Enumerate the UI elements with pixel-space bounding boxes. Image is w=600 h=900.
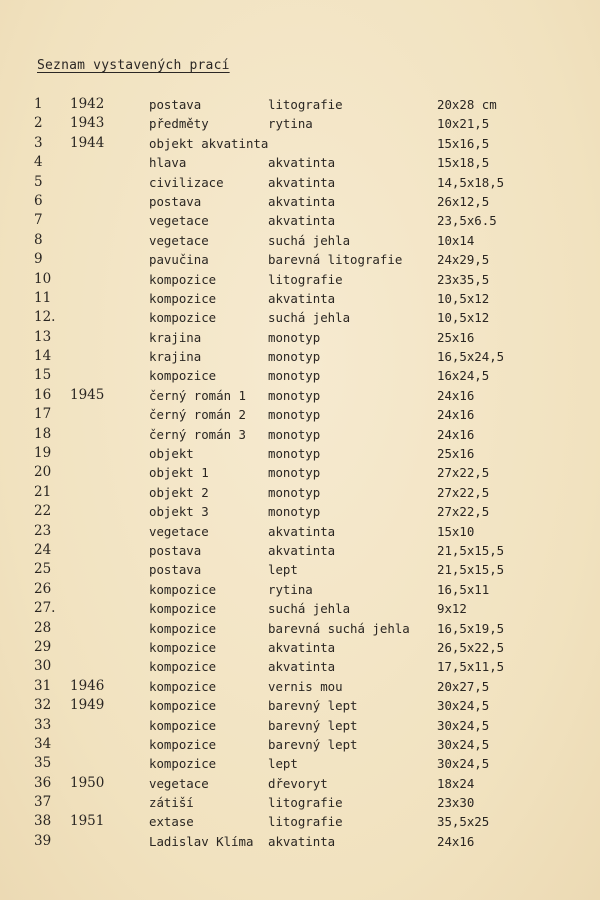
item-size: 24x16 [437,387,475,403]
item-year: 1951 [70,813,105,830]
item-technique: akvatinta [268,213,336,229]
item-size: 30x24,5 [437,717,490,733]
item-technique: litografie [268,795,343,811]
item-technique: akvatinta [268,155,336,171]
list-item [0,774,600,793]
works-list [0,95,600,851]
item-size: 20x28 cm [437,97,497,112]
item-technique: akvatinta [268,659,336,675]
item-year: 1944 [70,134,105,151]
item-number: 30 [34,658,52,675]
item-technique: akvatinta [268,639,336,655]
item-title: pavučina [149,252,209,268]
item-number: 35 [34,755,52,772]
item-technique: lept [268,562,298,578]
item-number: 8 [34,231,43,248]
item-size: 10x21,5 [437,116,490,132]
item-number: 3 [34,134,43,151]
item-title: kompozice [149,659,217,675]
item-year: 1950 [70,774,105,791]
item-number: 32 [34,697,52,714]
item-title: kompozice [149,601,217,617]
item-technique: rytina [268,581,313,597]
item-size: 16,5x24,5 [437,349,505,365]
item-size: 24x16 [437,833,475,849]
item-size: 10,5x12 [437,290,490,306]
item-number: 33 [34,716,52,733]
list-item [0,580,600,599]
item-technique: litografie [268,271,343,287]
item-title: objekt 1 [149,465,209,481]
item-number: 16 [34,386,52,403]
item-year: 1943 [70,115,105,132]
item-number: 24 [34,541,52,558]
item-technique: monotyp [268,329,321,345]
item-title: krajina [149,349,202,365]
item-number: 4 [34,154,43,171]
item-size: 16,5x19,5 [437,620,505,636]
item-title: kompozice [149,368,217,384]
item-size: 35,5x25 [437,814,490,830]
item-size: 21,5x15,5 [437,562,505,578]
item-technique: lept [268,756,298,772]
item-title: kompozice [149,620,217,636]
item-number: 2 [34,115,43,132]
list-item [0,250,600,269]
item-number: 10 [34,270,52,287]
list-item [0,832,600,851]
item-technique: dřevoryt [268,775,328,791]
item-year: 1945 [70,386,105,403]
item-number: 14 [34,348,52,365]
list-item [0,696,600,715]
item-number: 38 [34,813,52,830]
item-size: 25x16 [437,329,475,345]
list-item [0,386,600,405]
item-title: kompozice [149,271,217,287]
list-item [0,347,600,366]
item-number: 39 [34,832,52,849]
item-size: 14,5x18,5 [437,174,505,190]
item-technique: akvatinta [268,290,336,306]
list-item [0,308,600,327]
item-number: 20 [34,464,52,481]
item-title: objekt 3 [149,504,209,520]
item-title: krajina [149,329,202,345]
item-year: 1942 [70,96,105,112]
list-item [0,366,600,385]
item-number: 34 [34,735,52,752]
item-size: 26x12,5 [437,193,490,209]
item-number: 1 [34,96,43,112]
item-number: 15 [34,367,52,384]
item-title: objekt 2 [149,484,209,500]
item-number: 31 [34,677,52,694]
item-technique: monotyp [268,387,321,403]
item-number: 22 [34,503,52,520]
item-size: 17,5x11,5 [437,659,505,675]
item-technique: barevný lept [268,698,358,714]
item-size: 20x27,5 [437,678,490,694]
item-size: 21,5x15,5 [437,542,505,558]
item-year: 1946 [70,677,105,694]
item-technique: suchá jehla [268,232,351,248]
item-number: 5 [34,173,43,190]
item-technique: monotyp [268,349,321,365]
item-number: 21 [34,483,52,500]
item-size: 27x22,5 [437,504,490,520]
item-size: 10x14 [437,232,475,248]
item-size: 16x24,5 [437,368,490,384]
item-technique: vernis mou [268,678,343,694]
list-item [0,677,600,696]
item-title: objekt [149,446,194,462]
list-item [0,270,600,289]
item-number: 26 [34,580,52,597]
item-size: 16,5x11 [437,581,490,597]
item-size: 25x16 [437,446,475,462]
item-title: vegetace [149,232,209,248]
item-title: kompozice [149,756,217,772]
item-title: postava [149,193,202,209]
page-title: Seznam vystavených prací [37,58,230,73]
item-size: 23,5x6.5 [437,213,497,229]
item-title: objekt akvatinta [149,135,269,151]
list-item [0,541,600,560]
item-technique: akvatinta [268,523,336,539]
list-item [0,114,600,133]
list-item [0,153,600,172]
item-technique: rytina [268,116,313,132]
item-number: 19 [34,445,52,462]
list-item [0,754,600,773]
item-number: 17 [34,406,52,423]
item-technique: akvatinta [268,174,336,190]
item-technique: barevná suchá jehla [268,620,410,636]
item-size: 27x22,5 [437,465,490,481]
list-item [0,716,600,735]
item-technique: suchá jehla [268,310,351,326]
item-technique: monotyp [268,465,321,481]
list-item [0,134,600,153]
item-title: hlava [149,155,187,171]
list-item [0,657,600,676]
item-size: 15x10 [437,523,475,539]
list-item [0,425,600,444]
item-title: vegetace [149,523,209,539]
list-item [0,95,600,114]
item-title: kompozice [149,290,217,306]
item-size: 24x16 [437,426,475,442]
list-item [0,405,600,424]
item-title: postava [149,542,202,558]
item-title: kompozice [149,639,217,655]
list-item [0,735,600,754]
item-number: 29 [34,638,52,655]
item-technique: litografie [268,814,343,830]
item-number: 27. [34,600,56,617]
item-technique: monotyp [268,426,321,442]
item-technique: suchá jehla [268,601,351,617]
item-technique: barevná litografie [268,252,403,268]
item-title: černý román 2 [149,407,246,423]
list-item [0,463,600,482]
item-number: 37 [34,794,52,811]
item-number: 6 [34,192,43,209]
item-number: 18 [34,425,52,442]
item-size: 24x16 [437,407,475,423]
item-number: 11 [34,289,52,306]
item-technique: akvatinta [268,542,336,558]
item-technique: litografie [268,97,343,112]
list-item [0,812,600,831]
item-title: černý román 3 [149,426,246,442]
item-year: 1949 [70,697,105,714]
item-number: 25 [34,561,52,578]
item-title: postava [149,97,202,112]
item-title: černý román 1 [149,387,246,403]
item-size: 18x24 [437,775,475,791]
item-size: 9x12 [437,601,467,617]
list-item [0,638,600,657]
list-item [0,231,600,250]
item-size: 15x18,5 [437,155,490,171]
item-size: 26,5x22,5 [437,639,505,655]
item-technique: monotyp [268,368,321,384]
item-title: vegetace [149,213,209,229]
list-item [0,444,600,463]
item-size: 27x22,5 [437,484,490,500]
item-size: 23x35,5 [437,271,490,287]
item-technique: monotyp [268,504,321,520]
item-title: kompozice [149,678,217,694]
list-item [0,599,600,618]
item-size: 30x24,5 [437,736,490,752]
list-item [0,173,600,192]
item-title: civilizace [149,174,224,190]
list-item [0,483,600,502]
list-item [0,328,600,347]
item-size: 10,5x12 [437,310,490,326]
item-technique: barevný lept [268,736,358,752]
list-item [0,619,600,638]
item-number: 23 [34,522,52,539]
item-title: Ladislav Klíma [149,833,254,849]
item-title: vegetace [149,775,209,791]
item-title: postava [149,562,202,578]
list-item [0,502,600,521]
item-technique: akvatinta [268,193,336,209]
item-number: 28 [34,619,52,636]
list-item [0,522,600,541]
list-item [0,192,600,211]
item-size: 23x30 [437,795,475,811]
item-title: předměty [149,116,209,132]
item-number: 13 [34,328,52,345]
item-technique: monotyp [268,484,321,500]
item-number: 9 [34,251,43,268]
list-item [0,793,600,812]
item-title: kompozice [149,310,217,326]
item-size: 30x24,5 [437,698,490,714]
item-title: kompozice [149,581,217,597]
item-title: extase [149,814,194,830]
item-title: kompozice [149,717,217,733]
item-number: 36 [34,774,52,791]
item-technique: akvatinta [268,833,336,849]
list-item [0,560,600,579]
item-size: 24x29,5 [437,252,490,268]
item-technique: barevný lept [268,717,358,733]
item-technique: monotyp [268,407,321,423]
list-item [0,211,600,230]
item-title: kompozice [149,698,217,714]
item-title: zátiší [149,795,194,811]
item-number: 7 [34,212,43,229]
item-number: 12. [34,309,56,326]
item-size: 15x16,5 [437,135,490,151]
item-size: 30x24,5 [437,756,490,772]
item-title: kompozice [149,736,217,752]
item-technique: monotyp [268,446,321,462]
list-item [0,289,600,308]
